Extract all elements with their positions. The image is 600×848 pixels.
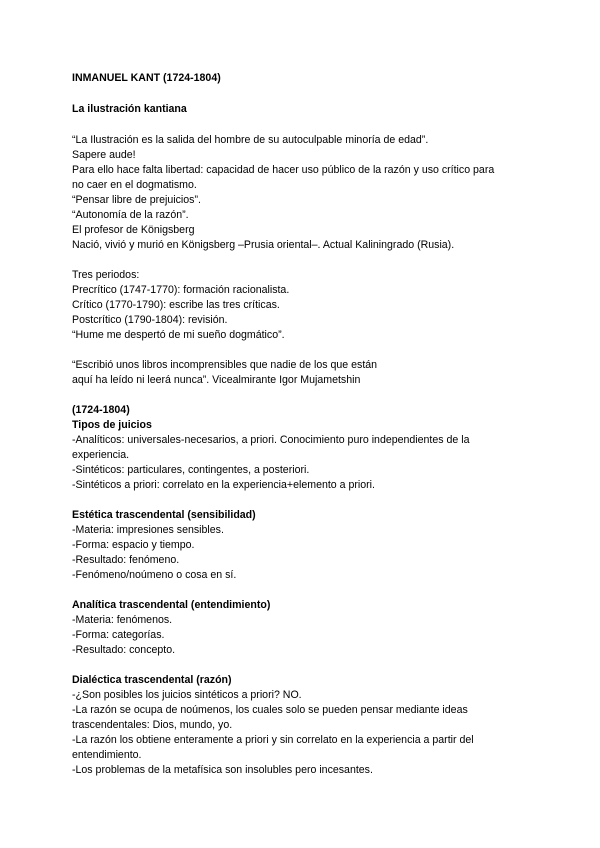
text-line: “Hume me despertó de mi sueño dogmático”. [72,329,285,341]
text-line: -Forma: categorías. [72,629,165,641]
text-line: no caer en el dogmatismo. [72,179,197,191]
text-line: “La Ilustración es la salida del hombre de su autoculpable minoría de edad”. [72,134,429,146]
text-line: -Forma: espacio y tiempo. [72,539,195,551]
section-heading-dialectica: Dialéctica trascendental (razón) [72,674,232,686]
text-line: experiencia. [72,449,130,461]
text-line: -Los problemas de la metafísica son insolubles pero incesantes. [72,764,373,776]
text-line: Sapere aude! [72,149,136,161]
text-line: Postcrítico (1790-1804): revisión. [72,314,228,326]
text-line: -Sintéticos: particulares, contingentes, a posteriori. [72,464,310,476]
text-line: Crítico (1770-1790): escribe las tres críticas. [72,299,280,311]
text-line: -Resultado: fenómeno. [72,554,180,566]
document-title: INMANUEL KANT (1724-1804) [72,72,221,84]
text-line: -Materia: impresiones sensibles. [72,524,224,536]
text-line: -Materia: fenómenos. [72,614,173,626]
text-line: “Autonomía de la razón”. [72,209,189,221]
years-label: (1724-1804) [72,404,130,416]
text-line: Precrítico (1747-1770): formación racionalista. [72,284,290,296]
text-line: Nació, vivió y murió en Königsberg –Prusia oriental–. Actual Kaliningrado (Rusia). [72,239,455,251]
text-line: -Resultado: concepto. [72,644,176,656]
section-heading-juicios: Tipos de juicios [72,419,152,431]
text-line: -Analíticos: universales-necesarios, a priori. Conocimiento puro independientes de la [72,434,470,446]
quote-line: aquí ha leído ni leerá nunca”. Vicealmirante Igor Mujametshin [72,374,361,386]
text-line: Tres periodos: [72,269,140,281]
text-line: -¿Son posibles los juicios sintéticos a priori? NO. [72,689,302,701]
text-line: -La razón se ocupa de noúmenos, los cuales solo se pueden pensar mediante ideas [72,704,468,716]
quote-line: “Escribió unos libros incomprensibles que nadie de los que están [72,359,378,371]
text-line: Para ello hace falta libertad: capacidad de hacer uso público de la razón y uso crítico para [72,164,495,176]
section-heading-estetica: Estética trascendental (sensibilidad) [72,509,256,521]
text-line: -Fenómeno/noúmeno o cosa en sí. [72,569,237,581]
text-line: entendimiento. [72,749,142,761]
text-line: -Sintéticos a priori: correlato en la experiencia+elemento a priori. [72,479,375,491]
section-heading-ilustracion: La ilustración kantiana [72,103,187,115]
text-line: -La razón los obtiene enteramente a priori y sin correlato en la experiencia a partir del [72,734,474,746]
text-line: El profesor de Königsberg [72,224,195,236]
text-line: trascendentales: Dios, mundo, yo. [72,719,233,731]
section-heading-analitica: Analítica trascendental (entendimiento) [72,599,271,611]
text-line: “Pensar libre de prejuicios”. [72,194,201,206]
